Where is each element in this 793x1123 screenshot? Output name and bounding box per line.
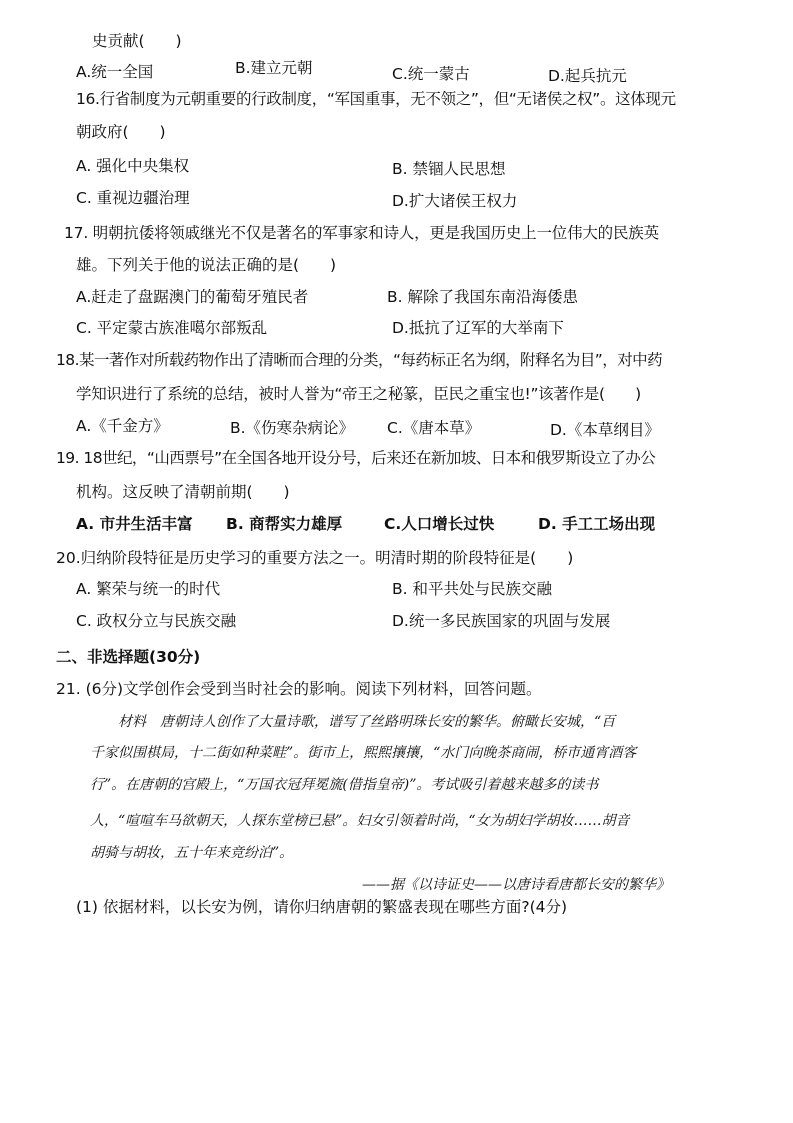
q18-option-c: C.《唐本草》 [387,419,481,437]
q21-material-line2: 千家似围棋局，十二街如种菜畦”。街市上，熙熙攘攘，“水门向晚茶商闹，桥市通宵酒客 [90,745,637,761]
q17-stem-line1: 17. 明朝抗倭将领戚继光不仅是著名的军事家和诗人，更是我国历史上一位伟大的民族英 [64,224,659,242]
q15-option-a: A.统一全国 [76,63,154,81]
q20-stem: 20.归纳阶段特征是历史学习的重要方法之一。明清时期的阶段特征是( ) [56,549,574,567]
q18-option-a: A.《千金方》 [76,417,169,435]
q18-option-b: B.《伤寒杂病论》 [230,419,355,437]
q16-option-a: A. 强化中央集权 [76,157,190,175]
q16-option-c: C. 重视边疆治理 [76,189,190,207]
q17-option-b: B. 解除了我国东南沿海倭患 [387,288,578,306]
q20-option-d: D.统一多民族国家的巩固与发展 [392,612,611,630]
q18-stem-line2: 学知识进行了系统的总结，被时人誉为“帝王之秘篆，臣民之重宝也!”该著作是( ) [76,385,641,403]
q20-option-c: C. 政权分立与民族交融 [76,612,237,630]
q15-stem-tail: 史贡献( ) [92,32,182,50]
q17-option-a: A.赶走了盘踞澳门的葡萄牙殖民者 [76,288,309,306]
q21-sub-question-1: (1) 依据材料，以长安为例，请你归纳唐朝的繁盛表现在哪些方面?(4分) [76,898,568,916]
q21-material-line1: 材料 唐朝诗人创作了大量诗歌，谱写了丝路明珠长安的繁华。俯瞰长安城，“百 [118,714,616,730]
q19-option-b: B. 商帮实力雄厚 [226,515,343,533]
q20-option-b: B. 和平共处与民族交融 [392,580,552,598]
q19-option-a: A. 市井生活丰富 [76,515,193,533]
q19-option-d: D. 手工工场出现 [538,515,656,533]
q15-option-c: C.统一蒙古 [392,65,470,83]
q21-material-line5: 胡骑与胡妆，五十年来竞纷泊”。 [90,845,294,861]
q16-stem-line1: 16.行省制度为元朝重要的行政制度，“军国重事，无不领之”，但“无诸侯之权”。这体现元 [76,90,676,108]
q19-stem-line2: 机构。这反映了清朝前期( ) [76,483,290,501]
q16-stem-line2: 朝政府( ) [76,123,166,141]
q21-stem: 21. (6分)文学创作会受到当时社会的影响。阅读下列材料，回答问题。 [56,680,542,698]
q18-option-d: D.《本草纲目》 [550,421,660,439]
q17-option-c: C. 平定蒙古族准噶尔部叛乱 [76,319,268,337]
q17-stem-line2: 雄。下列关于他的说法正确的是( ) [76,256,337,274]
section-title: 二、非选择题(30分) [56,648,201,666]
q16-option-d: D.扩大诸侯王权力 [392,192,518,210]
q17-option-d: D.抵抗了辽军的大举南下 [392,319,564,337]
q21-material-line4: 人，“喧喧车马欲朝天，人探东堂榜已悬”。妇女引领着时尚，“女为胡妇学胡妆……胡音 [90,813,630,829]
q19-option-c: C.人口增长过快 [384,515,495,533]
q21-material-line3: 行”。在唐朝的宫殿上，“万国衣冠拜冕旒(借指皇帝)”。考试吸引着越来越多的读书 [90,777,599,793]
q18-stem-line1: 18.某一著作对所载药物作出了清晰而合理的分类，“每药标正名为纲，附释名为目”，对中药 [56,351,663,369]
q15-option-b: B.建立元朝 [235,59,313,77]
q21-material-source: ——据《以诗证史——以唐诗看唐都长安的繁华》 [362,877,670,893]
q20-option-a: A. 繁荣与统一的时代 [76,580,221,598]
q15-option-d: D.起兵抗元 [548,67,627,85]
q19-stem-line1: 19. 18世纪，“山西票号”在全国各地开设分号，后来还在新加坡、日本和俄罗斯设立了办公 [56,449,656,467]
q16-option-b: B. 禁锢人民思想 [392,160,506,178]
